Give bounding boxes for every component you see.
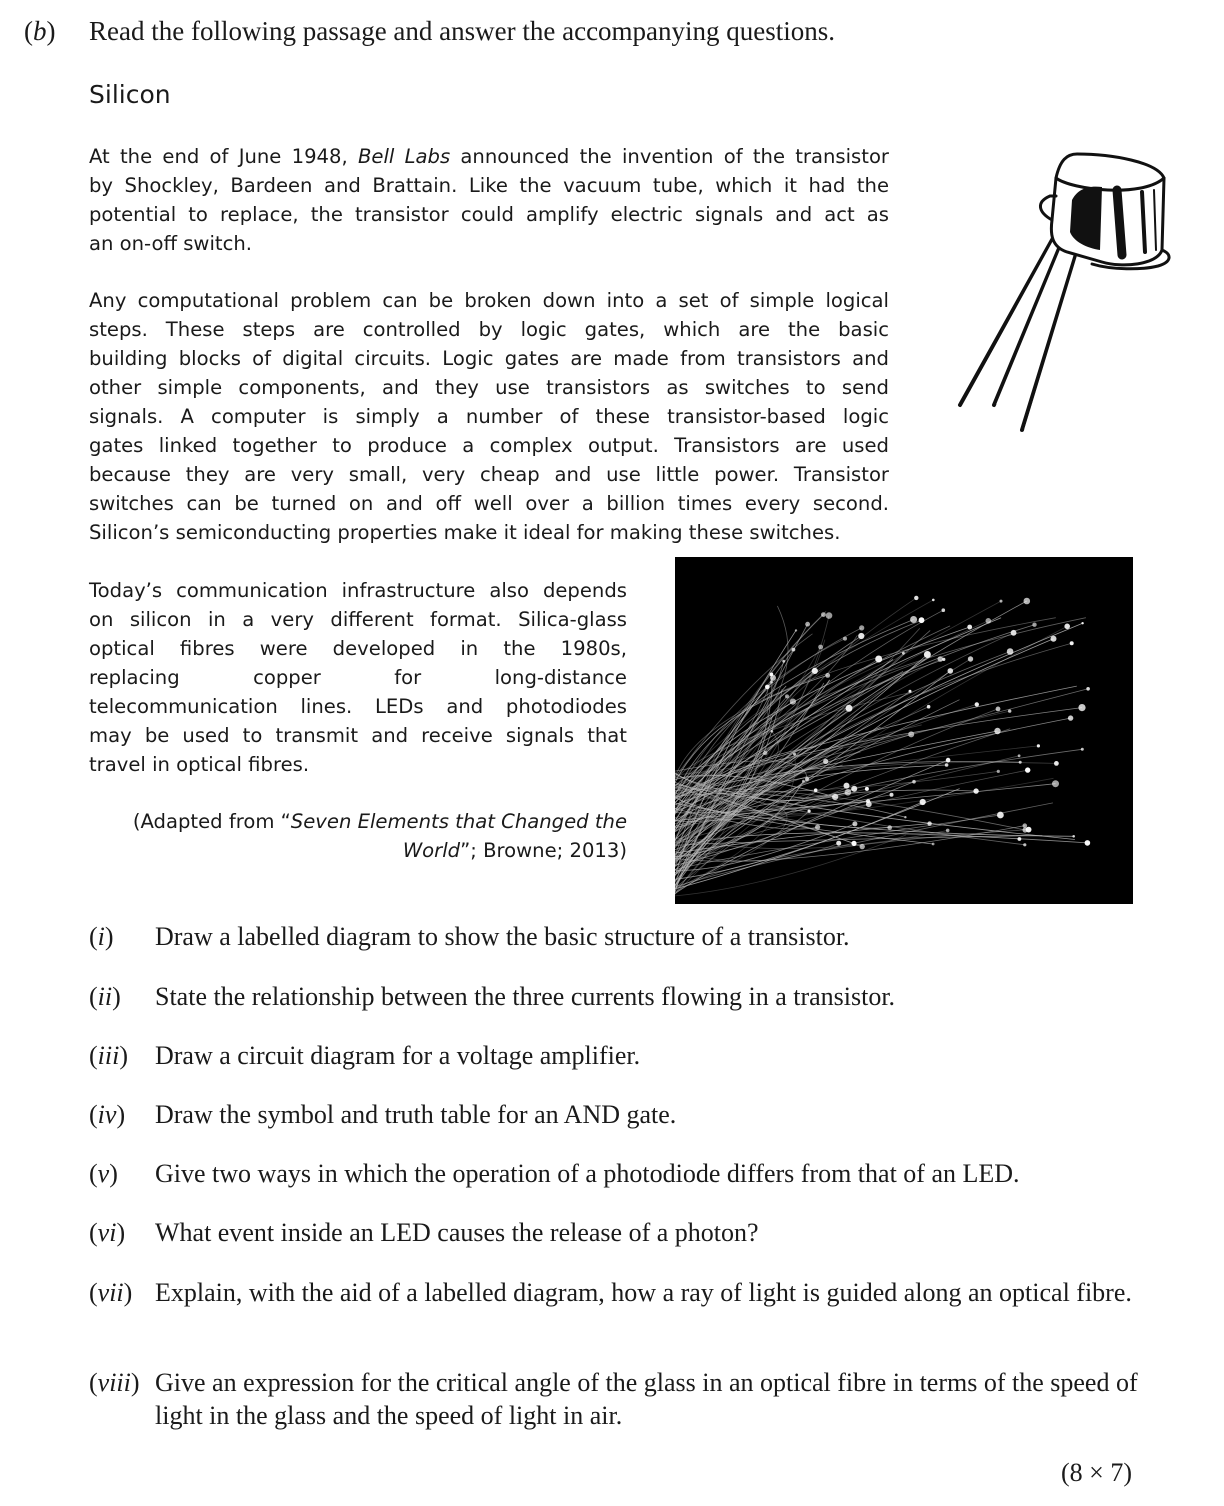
question-number: (vii) [89,1278,133,1307]
fibre-tip [1086,687,1090,691]
paragraph-line: may be used to transmit and receive signals that [89,724,627,747]
question-number: (iv) [89,1100,126,1129]
question-number: (ii) [89,982,121,1011]
fibre-tip [785,694,789,698]
fibre-tip [805,622,810,627]
p1-line-1-b: announced the invention of the transistor [450,145,889,168]
fibre-tip [771,730,774,733]
fibre-tip [927,705,931,709]
paragraph-line: Silicon’s semiconducting properties make it ideal for making these switches. [89,521,841,544]
fibre-tip [919,617,925,623]
question-number: (v) [89,1159,118,1188]
fibre-tip [1023,843,1026,846]
fibre-tip [846,705,853,712]
question-text: Draw a circuit diagram for a voltage amplifier. [155,1041,641,1070]
fibre-tip [914,596,918,600]
fibre-tip [946,829,950,833]
fibre-tip [890,793,894,797]
passage-paragraph-1 [89,142,889,258]
fibre-tip [908,731,914,737]
fibre-tip [852,821,857,826]
fibre-tip [968,656,973,661]
fibre-tip [948,668,954,674]
fibre-tip [975,702,979,706]
fibre-tip [1000,600,1003,603]
fibre-tip [836,841,841,846]
question-text: What event inside an LED causes the release of a photon? [155,1218,759,1247]
fibre-tip [763,751,767,755]
fibre-tip [1008,709,1011,712]
fibre-tip [932,599,935,602]
fibre-tip [814,788,818,792]
fibre-tip [924,651,931,658]
fibre-tip [826,612,833,619]
fibre-tip [997,770,1000,773]
fibre-tip [1024,598,1031,605]
question-text: Explain, with the aid of a labelled diagram, how a ray of light is guided along an optical fibre. [155,1278,1132,1307]
fibre-tip [1085,840,1091,846]
fibre-tip [946,758,951,763]
fibre-tip [865,787,869,791]
fibre-tip [812,668,818,674]
part-label: (b) [24,16,56,46]
question-text: Draw a labelled diagram to show the basic structure of a transistor. [155,922,850,951]
fibre-tip [860,844,865,849]
source-citation [89,807,627,865]
fibre-tip [1064,624,1070,630]
fibre-tip [866,801,872,807]
question-text: Draw the symbol and truth table for an AND gate. [155,1100,677,1129]
fibre-tip [1018,837,1022,841]
fibre-tip [986,618,992,624]
fibre-tip [996,707,1001,712]
marks-allocation: (8 × 7) [1061,1458,1132,1487]
fibre-tip [790,699,796,705]
paragraph-line: travel in optical fibres. [89,753,310,776]
paragraph-line: because they are very small, very cheap and use little power. Transistor [89,463,889,486]
question-number: (i) [89,922,114,951]
fibre-tip [1051,636,1057,642]
fibre-tip [920,799,926,805]
paragraph-line: building blocks of digital circuits. Logic gates are made from transistors and [89,347,889,370]
fibre-tip [1018,754,1021,757]
question-number: (iii) [89,1041,129,1070]
fibre-tip [821,612,826,617]
paragraph-line: steps. These steps are controlled by logic gates, which are the basic [89,318,889,341]
paragraph-line: telecommunication lines. LEDs and photodiodes [89,695,627,718]
fibre-tip [910,616,917,623]
question-number: (viii) [89,1368,140,1397]
part-letter: b [33,16,47,46]
passage-paragraph-2 [89,286,889,547]
passage-paragraph-3 [89,576,627,779]
fibre-tip [1054,761,1059,766]
instruction: Read the following passage and answer the accompanying questions. [89,16,836,46]
fibre-tip [808,810,811,813]
fibre-tip [765,685,770,690]
fibre-tip [845,789,852,796]
fibre-tip [770,673,774,677]
fibre-tip [945,763,949,767]
fibre-tip [1081,748,1084,751]
source-suffix: ”; Browne; 2013) [460,839,627,862]
optical-fibre-photo [675,557,1133,904]
fibre-tip [795,629,797,631]
fibre-tip [802,780,805,783]
paragraph-line: other simple components, and they use transistors as switches to send [89,376,889,399]
fibre-tip [904,816,906,818]
paragraph-line: Today’s communication infrastructure also depends [89,579,627,602]
paragraph-line: replacing copper for long-distance [89,666,627,689]
question-text: State the relationship between the three currents flowing in a transistor. [155,982,896,1011]
paragraph-line: gates linked together to produce a complex output. Transistors are used [89,434,889,457]
paragraph-line: Any computational problem can be broken down into a set of simple logical [89,289,889,312]
bell-labs: Bell Labs [357,145,451,168]
source-title-1: Seven Elements that Changed the [290,810,627,833]
transistor-illustration [952,150,1172,440]
fibre-tip [887,825,892,830]
fibre-tip [815,825,820,830]
fibre-tip [1023,827,1028,832]
passage-title: Silicon [89,80,171,109]
paragraph-line: optical fibres were developed in the 1980s, [89,637,627,660]
fibre-tip [1078,704,1085,711]
question-text: Give an expression for the critical angle of the glass in an optical fibre in terms of the speed of light in the glass and the speed of light in air. [155,1368,1138,1430]
fibre-tip [997,812,1004,819]
fibre-tip [858,633,864,639]
fibre-tip [1032,623,1036,627]
source-prefix: (Adapted from “ [132,810,291,833]
paragraph-line: an on-off switch. [89,232,252,255]
fibre-tip [793,753,796,756]
fibre-tip [927,821,931,825]
fibre-tip [1081,622,1083,624]
fibre-tip [1023,823,1028,828]
fibre-tip [832,794,838,800]
fibre-tip [1019,761,1022,764]
fibre-tip [909,690,912,693]
fibre-tip [875,656,882,663]
paragraph-line: on silicon in a very different format. Silica-glass [89,608,627,631]
optical-fibre-image [675,557,1133,904]
fibre-tip [823,759,828,764]
fibre-tip [792,648,796,652]
fibre-tip [912,780,916,784]
fibre-tip [805,777,809,781]
fibre-tip [1068,715,1073,720]
fibre-tip [967,625,972,630]
fibre-tip [1011,630,1017,636]
paragraph-line: potential to replace, the transistor could amplify electric signals and act as [89,203,889,226]
fibre-tip [1070,641,1074,645]
p1-line-1-a: At the end of June 1948, [89,145,358,168]
source-title-2: World [402,839,461,862]
fibre-tip [851,841,856,846]
paragraph-line: signals. A computer is simply a number of these transistor-based logic [89,405,889,428]
fibre-tip [851,786,857,792]
question-number: (vi) [89,1218,126,1247]
fibre-tip [825,673,830,678]
fibre-tip [843,637,847,641]
fibre-tip [782,660,785,663]
paragraph-line: by Shockley, Bardeen and Brattain. Like the vacuum tube, which it had the [89,174,889,197]
fibre-tip [942,658,945,661]
fibre-tip [973,788,978,793]
fibre-tip [994,728,1000,734]
fibre-tip [1025,767,1030,772]
fibre-tip [932,843,935,846]
fibre-tip [1052,780,1059,787]
fibre-tip [844,783,850,789]
fibre-tip [1037,744,1040,747]
fibre-tip [859,625,864,630]
fibre-tip [818,645,823,650]
paragraph-line: switches can be turned on and off well over a billion times every second. [89,492,889,515]
fibre-tip [1072,835,1075,838]
fibre-tip [1007,648,1014,655]
fibre-tip [942,608,946,612]
question-text: Give two ways in which the operation of a photodiode differs from that of an LED. [155,1159,1020,1188]
paragraph-line [89,142,889,171]
fibre-tip [770,681,773,684]
fibre-tip [902,652,905,655]
